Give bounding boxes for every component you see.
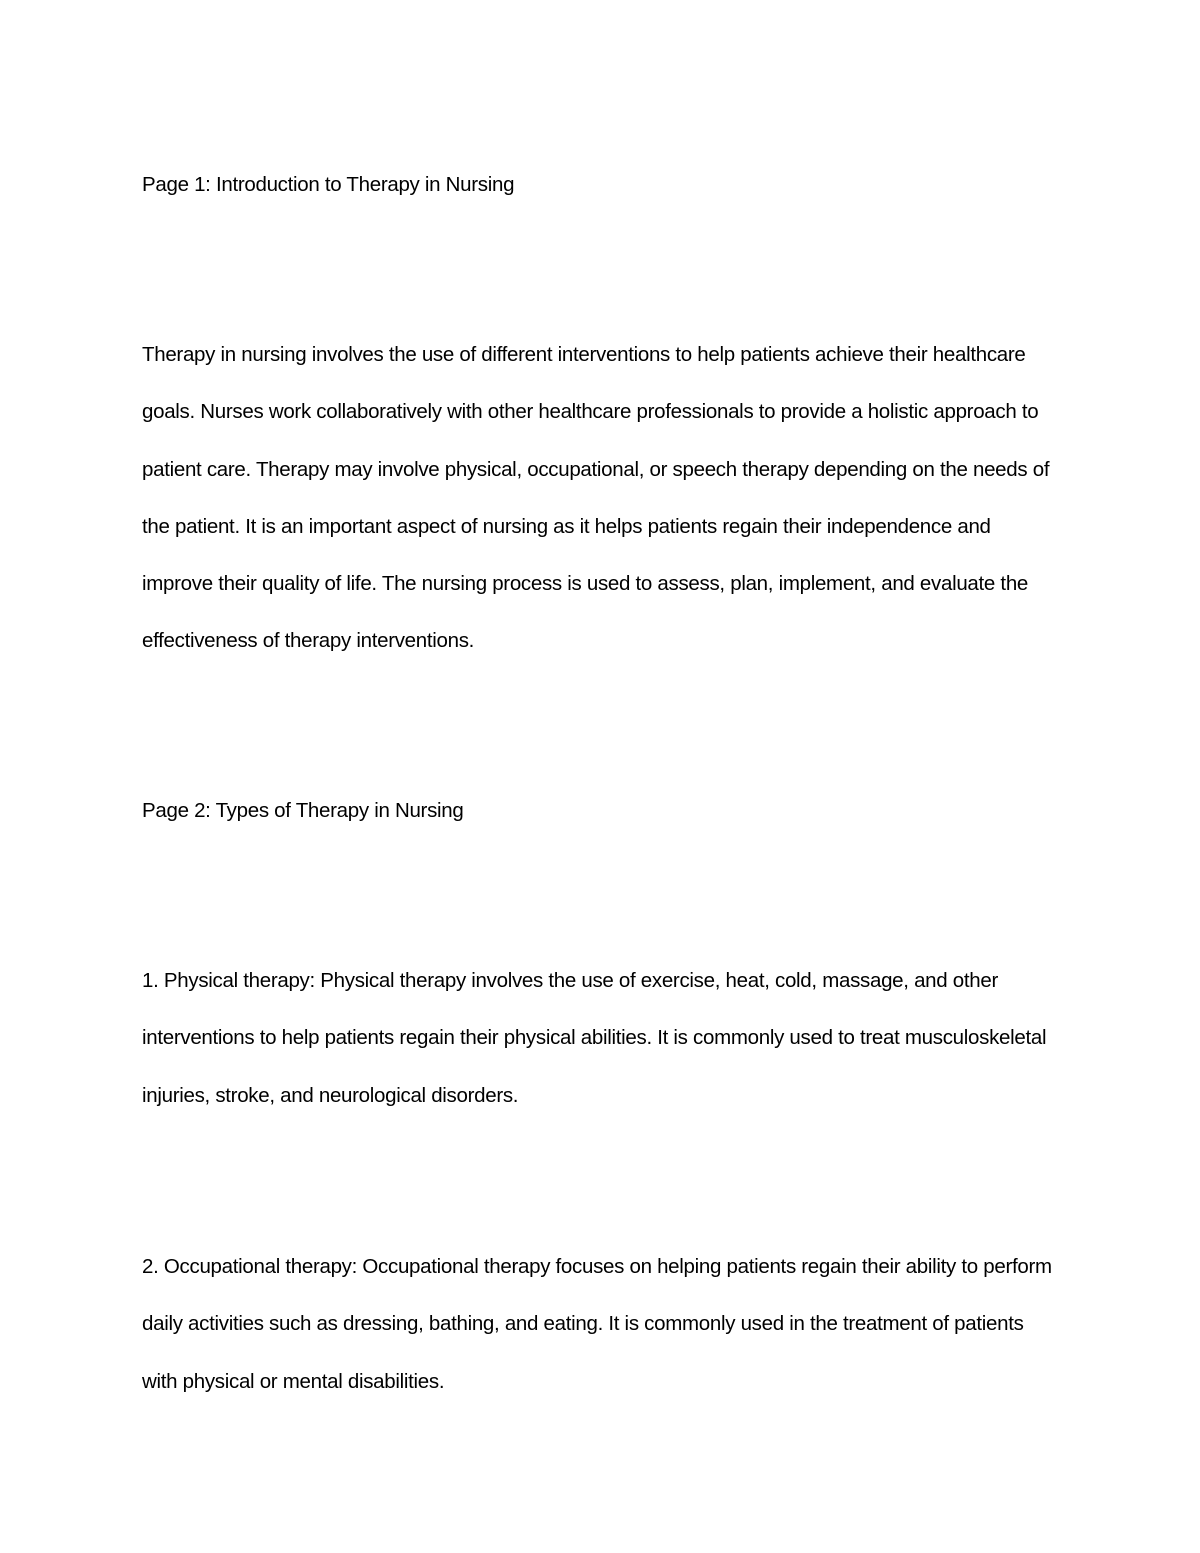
section-heading-introduction: Page 1: Introduction to Therapy in Nursing	[142, 173, 515, 196]
section-heading-types: Page 2: Types of Therapy in Nursing	[142, 799, 464, 822]
paragraph-occupational-therapy: 2. Occupational therapy: Occupational therapy focuses on helping patients regain their ability to perform daily activities such as dressing, bathing, and eating. It is commonly used in the treatment of patients with physical or mental disabilities.	[142, 1255, 1052, 1393]
paragraph-physical-therapy: 1. Physical therapy: Physical therapy involves the use of exercise, heat, cold, massage, and other interventions to help patients regain their physical abilities. It is commonly used to treat musculoskeletal injuries, stroke, and neurological disorders.	[142, 969, 1047, 1107]
paragraph-introduction: Therapy in nursing involves the use of different interventions to help patients achieve their healthcare goals. Nurses work collaboratively with other healthcare professionals to provide a holistic approach to patient care. Therapy may involve physical, occupational, or speech therapy depending on the needs of the patient. It is an important aspect of nursing as it helps patients regain their independence and improve their quality of life. The nursing process is used to assess, plan, implement, and evaluate the effectiveness of therapy interventions.	[142, 343, 1050, 653]
